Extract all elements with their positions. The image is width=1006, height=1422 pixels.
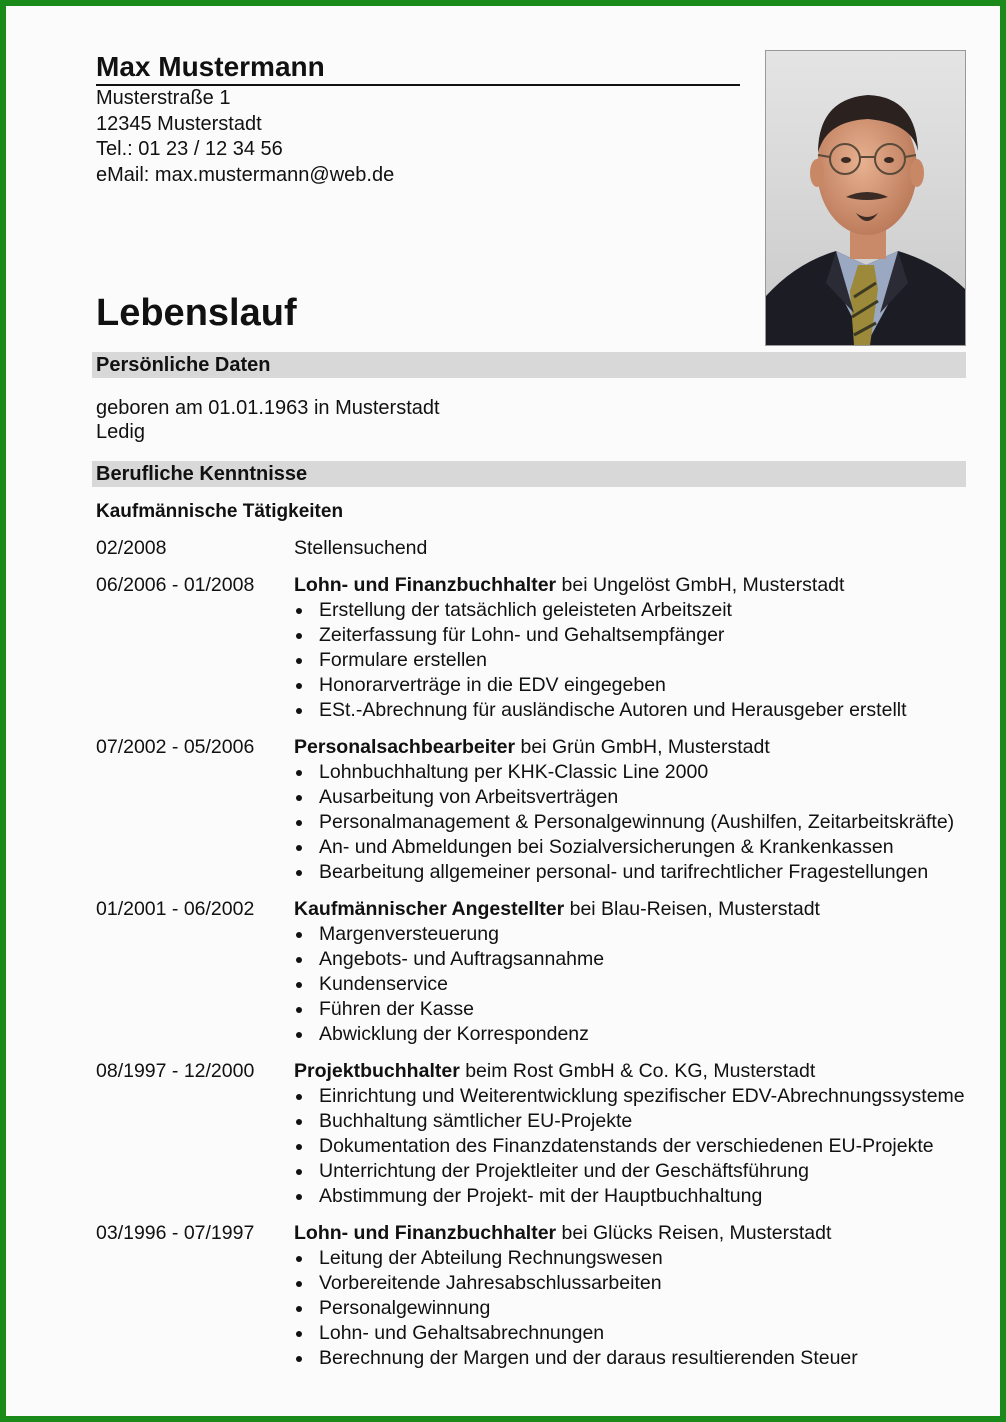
entry-role <box>294 897 966 922</box>
duty-item: Buchhaltung sämtlicher EU-Projekte <box>294 1109 966 1134</box>
duty-item: Einrichtung und Weiterentwicklung spezifischer EDV-Abrechnungssysteme <box>294 1084 966 1109</box>
duty-item: Abwicklung der Korrespondenz <box>294 1022 966 1047</box>
career-entry <box>96 897 966 1047</box>
employer: bei Glücks Reisen, Musterstadt <box>556 1222 832 1244</box>
entry-body <box>294 1221 966 1371</box>
entry-date: 02/2008 <box>96 537 167 559</box>
entry-role <box>294 1221 966 1246</box>
career-entry <box>96 735 966 885</box>
job-title: Personalsachbearbeiter <box>294 736 516 758</box>
applicant-photo <box>765 50 966 346</box>
job-title: Lohn- und Finanzbuchhalter <box>294 574 557 596</box>
duty-list <box>294 760 966 885</box>
employer: bei Blau-Reisen, Musterstadt <box>564 898 820 920</box>
section-heading-career: Berufliche Kenntnisse <box>92 461 966 487</box>
job-title: Lohn- und Finanzbuchhalter <box>294 1222 557 1244</box>
entry-role <box>294 536 966 561</box>
employer: Stellensuchend <box>294 537 428 559</box>
duty-item: Abstimmung der Projekt- mit der Hauptbuchhaltung <box>294 1184 966 1209</box>
entry-body <box>294 536 966 561</box>
entry-role <box>294 1059 966 1084</box>
entry-date: 07/2002 - 05/2006 <box>96 736 255 758</box>
phone-number: Tel.: 01 23 / 12 34 56 <box>96 138 283 160</box>
duty-item: ESt.-Abrechnung für ausländische Autoren und Herausgeber erstellt <box>294 698 966 723</box>
career-entries <box>96 536 966 1383</box>
career-entry <box>96 1059 966 1209</box>
employer: bei Ungelöst GmbH, Musterstadt <box>556 574 845 596</box>
personal-data <box>96 396 440 444</box>
employer: beim Rost GmbH & Co. KG, Musterstadt <box>459 1060 816 1082</box>
duty-item: Vorbereitende Jahresabschlussarbeiten <box>294 1271 966 1296</box>
entry-body <box>294 735 966 885</box>
employer: bei Grün GmbH, Musterstadt <box>515 736 770 758</box>
entry-role <box>294 735 966 760</box>
birth-info: geboren am 01.01.1963 in Musterstadt <box>96 397 440 419</box>
entry-date: 06/2006 - 01/2008 <box>96 574 255 596</box>
email-address: eMail: max.mustermann@web.de <box>96 163 395 186</box>
duty-item: Bearbeitung allgemeiner personal- und tarifrechtlicher Fragestellungen <box>294 860 966 885</box>
entry-body <box>294 897 966 1047</box>
duty-item: Führen der Kasse <box>294 997 966 1022</box>
marital-status: Ledig <box>96 421 145 443</box>
duty-item: Dokumentation des Finanzdatenstands der verschiedenen EU-Projekte <box>294 1134 966 1159</box>
city-address: 12345 Musterstadt <box>96 112 262 135</box>
career-entry <box>96 1221 966 1371</box>
duty-item: Personalmanagement & Personalgewinnung (Aushilfen, Zeitarbeitskräfte) <box>294 810 966 835</box>
job-title: Kaufmännischer Angestellter <box>294 898 565 920</box>
duty-list <box>294 1084 966 1209</box>
street-address: Musterstraße 1 <box>96 87 231 109</box>
entry-body <box>294 1059 966 1209</box>
duty-item: Berechnung der Margen und der daraus resultierenden Steuer <box>294 1346 966 1371</box>
duty-item: Lohnbuchhaltung per KHK-Classic Line 2000 <box>294 760 966 785</box>
duty-item: An- und Abmeldungen bei Sozialversicherungen & Krankenkassen <box>294 835 966 860</box>
duty-item: Honorarverträge in die EDV eingegeben <box>294 673 966 698</box>
duty-item: Zeiterfassung für Lohn- und Gehaltsempfänger <box>294 623 966 648</box>
duty-item: Angebots- und Auftragsannahme <box>294 947 966 972</box>
entry-date: 01/2001 - 06/2002 <box>96 898 255 920</box>
duty-item: Kundenservice <box>294 972 966 997</box>
duty-item: Lohn- und Gehaltsabrechnungen <box>294 1321 966 1346</box>
entry-body <box>294 573 966 723</box>
entry-role <box>294 573 966 598</box>
entry-date: 03/1996 - 07/1997 <box>96 1222 255 1244</box>
duty-list <box>294 1246 966 1371</box>
duty-item: Erstellung der tatsächlich geleisteten Arbeitszeit <box>294 598 966 623</box>
entry-date: 08/1997 - 12/2000 <box>96 1060 255 1082</box>
career-entry <box>96 536 966 561</box>
duty-item: Ausarbeitung von Arbeitsverträgen <box>294 785 966 810</box>
document-title: Lebenslauf <box>96 292 297 334</box>
section-heading-personal: Persönliche Daten <box>92 352 966 378</box>
duty-item: Personalgewinnung <box>294 1296 966 1321</box>
duty-list <box>294 598 966 723</box>
duty-list <box>294 922 966 1047</box>
applicant-name: Max Mustermann <box>96 50 740 86</box>
portrait-image <box>766 51 965 345</box>
duty-item: Leitung der Abteilung Rechnungswesen <box>294 1246 966 1271</box>
contact-block <box>96 86 394 188</box>
duty-item: Margenversteuerung <box>294 922 966 947</box>
career-entry <box>96 573 966 723</box>
job-title: Projektbuchhalter <box>294 1060 460 1082</box>
duty-item: Unterrichtung der Projektleiter und der Geschäftsführung <box>294 1159 966 1184</box>
career-subheading: Kaufmännische Tätigkeiten <box>96 501 344 522</box>
duty-item: Formulare erstellen <box>294 648 966 673</box>
